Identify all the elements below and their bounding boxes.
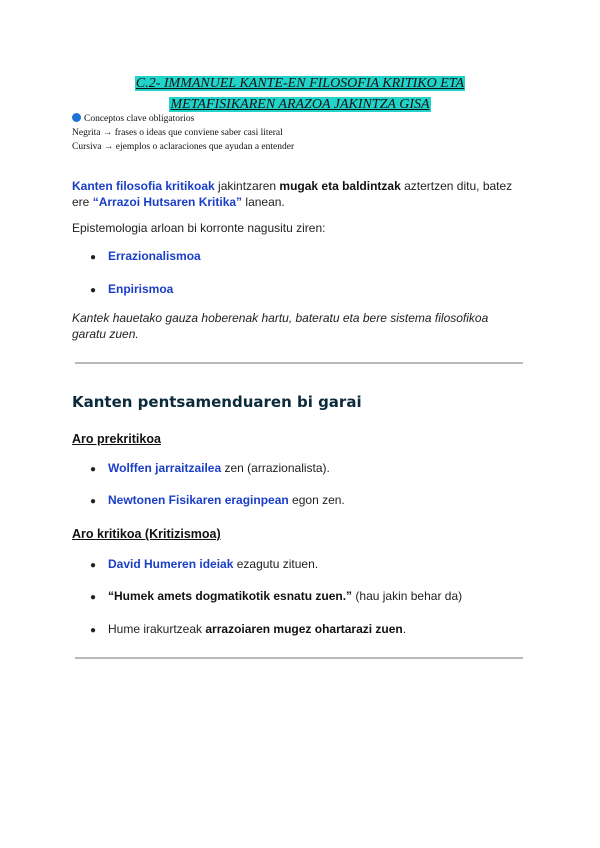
text: aztertzen ditu, batez	[400, 179, 513, 193]
list-item	[90, 588, 462, 606]
text: egon zen.	[288, 493, 345, 507]
bullet-icon: ●	[90, 560, 97, 571]
list-item	[90, 281, 173, 299]
italic-paragraph	[72, 310, 528, 342]
section-heading: Kanten pentsamenduaren bi garai	[72, 393, 362, 411]
text: garatu zuen.	[72, 327, 139, 341]
text: Kantek hauetako gauza hoberenak hartu, bateratu eta bere sistema filosofikoa	[72, 311, 489, 325]
document-title	[72, 73, 528, 115]
divider	[75, 657, 523, 659]
bullet-icon: ●	[90, 252, 97, 263]
list-item	[90, 556, 318, 574]
key-term: “Arrazoi Hutsaren Kritika”	[92, 195, 243, 209]
epistemology-paragraph: Epistemologia arloan bi korronte nagusitu ziren:	[72, 221, 326, 235]
text: ere	[72, 195, 93, 209]
bold-phrase: “Humek amets dogmatikotik esnatu zuen.”	[108, 589, 353, 603]
bullet-icon: ●	[90, 592, 97, 603]
list-item	[90, 460, 330, 478]
bullet-icon: ●	[90, 625, 97, 636]
text: zen (arrazionalista).	[221, 461, 330, 475]
key-term: Wolffen jarraitzailea	[108, 461, 222, 475]
legend	[72, 112, 294, 154]
list-item	[90, 492, 345, 510]
bullet-icon: ●	[90, 285, 97, 296]
text: lanean.	[242, 195, 285, 209]
intro-paragraph	[72, 178, 528, 210]
title-line-1: C.2- IMMANUEL KANTE-EN FILOSOFIA KRITIKO ETA	[135, 76, 465, 91]
key-term: Enpirismoa	[108, 282, 174, 296]
text: (hau jakin behar da)	[352, 589, 463, 603]
text: jakintzaren	[214, 179, 280, 193]
legend-line-2: Negrita → frases o ideas que conviene saber casi literal	[72, 128, 283, 138]
title-line-2: METAFISIKAREN ARAZOA JAKINTZA GISA	[170, 97, 430, 112]
bold-phrase: arrazoiaren mugez ohartarazi zuen	[205, 622, 403, 636]
key-term: Newtonen Fisikaren eraginpean	[108, 493, 289, 507]
key-term: Errazionalismoa	[108, 249, 201, 263]
divider	[75, 362, 523, 364]
subheading-kritikoa: Aro kritikoa (Kritizismoa)	[72, 527, 221, 541]
key-term: David Humeren ideiak	[108, 557, 234, 571]
subheading-prekritikoa: Aro prekritikoa	[72, 432, 161, 446]
list-item	[90, 248, 201, 266]
text: Hume irakurtzeak	[108, 622, 206, 636]
legend-line-3: Cursiva → ejemplos o aclaraciones que ayudan a entender	[72, 142, 295, 152]
bold-phrase: mugak eta baldintzak	[279, 179, 401, 193]
text: .	[402, 622, 407, 636]
text: ezagutu zituen.	[233, 557, 319, 571]
bullet-icon: ●	[90, 496, 97, 507]
list-item	[90, 621, 406, 639]
blue-dot-icon	[72, 113, 81, 122]
legend-line-1: Conceptos clave obligatorios	[84, 114, 195, 124]
bullet-icon: ●	[90, 464, 97, 475]
key-term: Kanten filosofia kritikoak	[72, 179, 215, 193]
